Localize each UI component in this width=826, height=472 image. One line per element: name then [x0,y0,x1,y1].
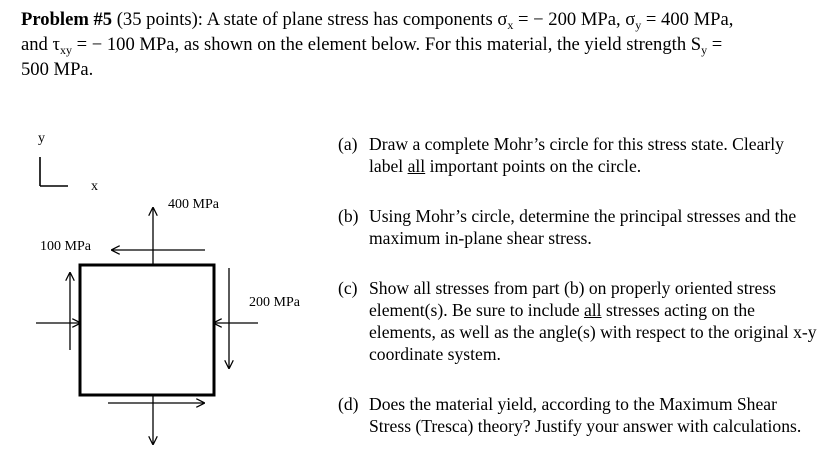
statement-text: = − 200 MPa, σ [513,9,636,30]
part-text: Using Mohr’s circle, determine the principal stresses and the maximum in-plane shear stress. [369,206,797,248]
problem-heading: Problem #5 [21,9,113,30]
coordinate-axes [40,157,68,186]
part-text: Show all stresses from part (b) on properly oriented stress element(s). Be sure to include all stresses acting on the elements, as well as the angle(s) with respect to the original x-y coordinate system. [369,278,817,364]
statement-text: A state of plane stress has components σ [202,9,508,30]
statement-text: = 400 MPa, [641,9,734,30]
part-label: (b) [338,206,359,226]
sigma-x-value-label: 200 MPa [249,295,300,310]
statement-line-3: 500 MPa. [21,59,94,80]
statement-text: = [707,34,723,55]
part-text: Does the material yield, according to the Maximum Shear Stress (Tresca) theory? Justify your answer with calculations. [369,394,802,436]
x-axis-label: x [91,179,98,194]
stress-element-figure [0,0,330,472]
problem-points: (35 points): [116,9,203,30]
tau-xy-subscript: xy [59,43,72,57]
part-label: (c) [338,278,358,298]
part-label: (d) [338,394,359,414]
question-parts [338,133,818,465]
y-axis-label: y [38,131,45,146]
part-a [338,133,818,177]
statement-text: and τ [21,34,60,55]
sigma-y-value-label: 400 MPa [168,197,219,212]
part-b [338,205,818,249]
stress-element-drawing [0,0,330,472]
part-label: (a) [338,134,358,154]
statement-text: = − 100 MPa, as shown on the element below. For this material, the yield strength S [71,34,702,55]
sigma-x-subscript: x [507,18,514,32]
stress-element-square [80,265,214,395]
part-c [338,277,818,365]
part-d [338,393,818,437]
sigma-y-subscript: y [635,18,642,32]
shear-value-label: 100 MPa [40,239,91,254]
Sy-subscript: y [701,43,708,57]
part-text: Draw a complete Mohr’s circle for this stress state. Clearly label all important points on the circle. [369,134,784,176]
